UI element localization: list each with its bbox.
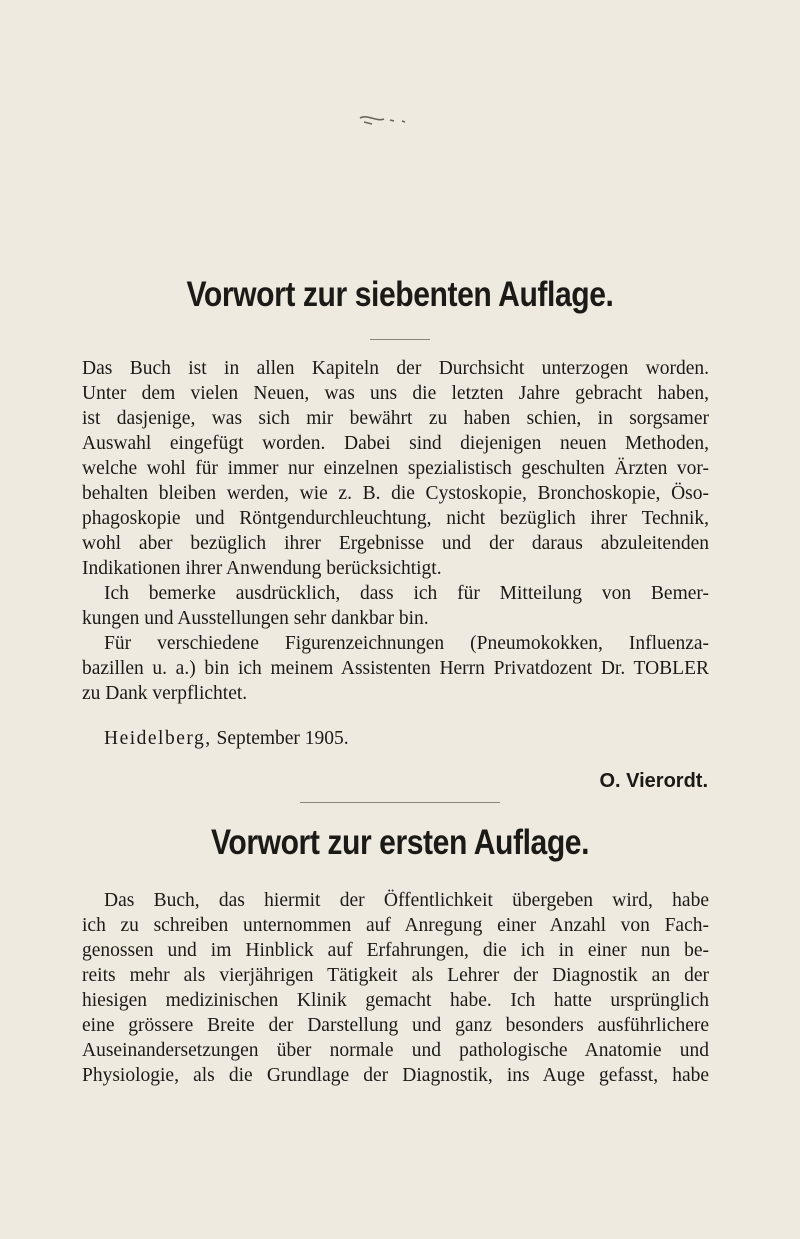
- section-title-first-edition: Vorwort zur ersten Auflage.: [210, 823, 590, 862]
- divider-rule: [370, 339, 430, 340]
- text-line: ich zu schreiben unternommen auf Anregung einer Anzahl von Fach-: [82, 915, 709, 936]
- text-line: kungen und Ausstellungen sehr dankbar bin.: [82, 608, 429, 629]
- text-line: genossen und im Hinblick auf Erfahrungen, die ich in einer nun be-: [82, 940, 709, 961]
- preface-seventh-body: [82, 356, 709, 706]
- text-line: zu Dank verpflichtet.: [82, 683, 248, 704]
- text-line: Auswahl eingefügt worden. Dabei sind diejenigen neuen Methoden,: [82, 433, 709, 454]
- text-line: Das Buch ist in allen Kapiteln der Durchsicht unterzogen worden.: [82, 358, 709, 379]
- text-line: Ich bemerke ausdrücklich, dass ich für Mitteilung von Bemer-: [104, 583, 709, 604]
- text-line: Für verschiedene Figurenzeichnungen (Pneumokokken, Influenza-: [104, 633, 709, 654]
- text-line: behalten bleiben werden, wie z. B. die Cystoskopie, Bronchoskopie, Öso-: [82, 483, 709, 504]
- section-divider: [300, 802, 500, 803]
- text-line: eine grössere Breite der Darstellung und ganz besonders ausführlichere: [82, 1015, 709, 1036]
- place: Heidelberg,: [104, 728, 212, 749]
- text-line: Indikationen ihrer Anwendung berücksichtigt.: [82, 558, 442, 579]
- text-line: wohl aber bezüglich ihrer Ergebnisse und der daraus abzuleitenden: [82, 533, 709, 554]
- text-line: phagoskopie und Röntgendurchleuchtung, nicht bezüglich ihrer Technik,: [82, 508, 709, 529]
- text-line: Auseinandersetzungen über normale und pathologische Anatomie und: [82, 1040, 709, 1061]
- text-line: welche wohl für immer nur einzelnen spezialistisch geschulten Ärzten vor-: [82, 458, 709, 479]
- ink-smudge: [358, 110, 418, 130]
- text-line: reits mehr als vierjährigen Tätigkeit als Lehrer der Diagnostik an der: [82, 965, 709, 986]
- text-line: Das Buch, das hiermit der Öffentlichkeit übergeben wird, habe: [104, 890, 709, 911]
- signature: O. Vierordt.: [599, 770, 708, 792]
- preface-first-body: [82, 888, 709, 1088]
- text-line: Physiologie, als die Grundlage der Diagnostik, ins Auge gefasst, habe: [82, 1065, 709, 1086]
- text-line: Unter dem vielen Neuen, was uns die letzten Jahre gebracht haben,: [82, 383, 709, 404]
- section-title-seventh-edition: Vorwort zur siebenten Auflage.: [186, 275, 614, 314]
- text-line: hiesigen medizinischen Klinik gemacht habe. Ich hatte ursprünglich: [82, 990, 709, 1011]
- place-and-date: [104, 728, 349, 750]
- text-line: bazillen u. a.) bin ich meinem Assistenten Herrn Privatdozent Dr. TOBLER: [82, 658, 709, 679]
- text-line: ist dasjenige, was sich mir bewährt zu haben schien, in sorgsamer: [82, 408, 709, 429]
- date: September 1905.: [216, 728, 349, 749]
